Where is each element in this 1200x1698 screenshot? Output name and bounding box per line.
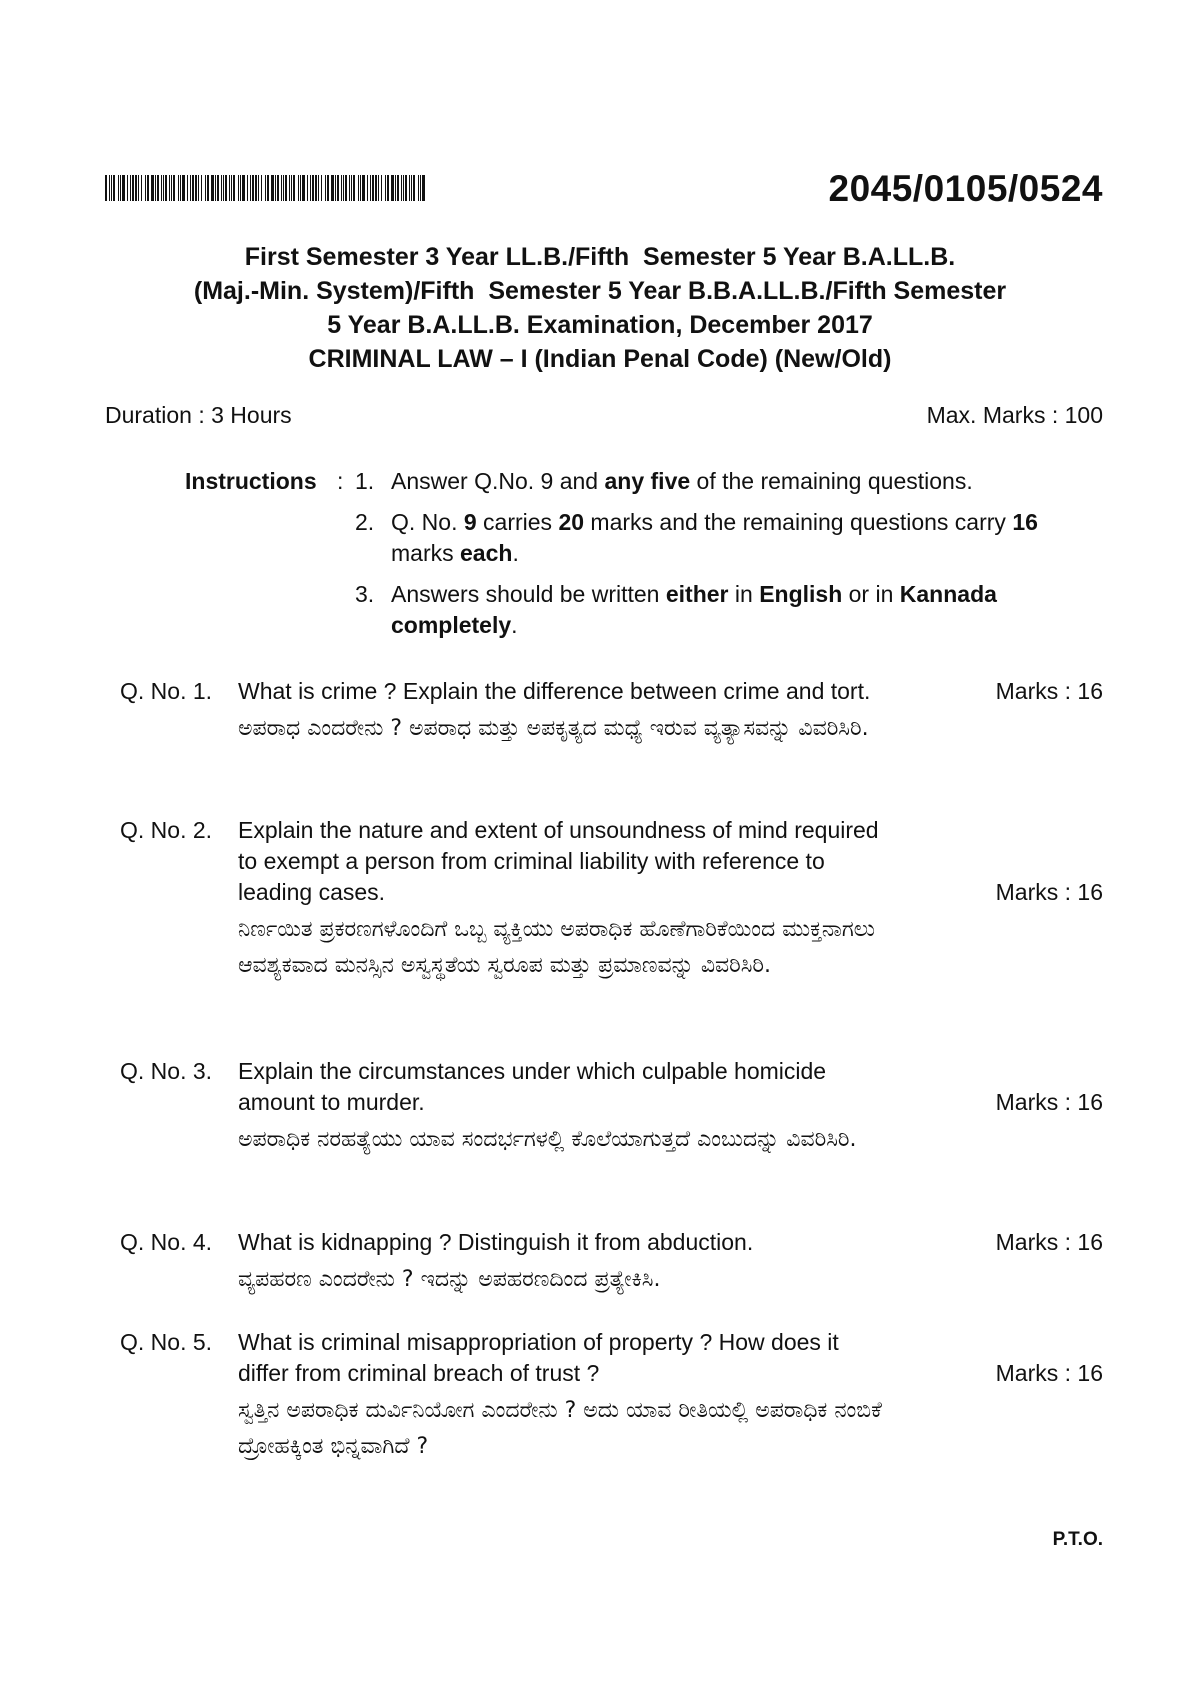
barcode-bar: [341, 175, 342, 201]
barcode-bar: [321, 175, 322, 201]
barcode-bar: [187, 175, 188, 201]
barcode-bar: [335, 175, 336, 201]
paper-code: 2045/0105/0524: [828, 168, 1103, 209]
barcode-bar: [173, 175, 175, 201]
barcode-bar: [307, 175, 308, 201]
title-line-4: CRIMINAL LAW – I (Indian Penal Code) (New/Old): [308, 345, 892, 373]
barcode-bar: [265, 175, 266, 201]
barcode-bar: [381, 175, 382, 201]
barcode-bar: [223, 175, 224, 201]
question-text-kannada: ಅಪರಾಧ ಎಂದರೇನು ? ಅಪರಾಧ ಮತ್ತು ಅಪಕೃತ್ಯದ ಮಧ್ಯೆ ಇರುವ ವ್ಯತ್ಯಾಸವನ್ನು ವಿವರಿಸಿರಿ.: [238, 716, 869, 741]
barcode-bar: [221, 175, 222, 201]
question-marks: Marks : 16: [995, 1229, 1103, 1255]
question-text-english: What is crime ? Explain the difference between crime and tort.: [238, 678, 871, 704]
barcode-bar: [180, 175, 181, 201]
barcode-bar: [312, 175, 314, 201]
barcode-bar: [285, 175, 287, 201]
barcode-bar: [132, 175, 134, 201]
barcode-bar: [211, 175, 214, 201]
barcode-bar: [165, 175, 167, 201]
barcode-bar: [293, 175, 295, 201]
barcode-bar: [387, 175, 389, 201]
question-number: Q. No. 5.: [120, 1329, 213, 1355]
barcode-bar: [207, 175, 209, 201]
question-number: Q. No. 4.: [120, 1229, 213, 1255]
barcode-bar: [120, 175, 121, 201]
page-turn-note: P.T.O.: [1052, 1529, 1103, 1550]
barcode-bar: [238, 175, 239, 201]
barcode-bar: [163, 175, 164, 201]
barcode-bar: [118, 175, 119, 201]
barcode-bar: [318, 175, 319, 201]
barcode-bar: [233, 175, 235, 201]
instructions-label: Instructions: [185, 468, 317, 494]
barcode-bar: [151, 175, 154, 201]
barcode-bar: [353, 175, 355, 201]
instructions-colon: :: [337, 468, 344, 494]
question-text-english: Explain the nature and extent of unsoundness of mind required to exempt a person from criminal liability with reference to leading cases.: [238, 817, 879, 905]
barcode-bar: [345, 175, 347, 201]
barcode-bar: [281, 175, 282, 201]
barcode-bar: [215, 175, 216, 201]
barcode-bar: [420, 175, 421, 201]
title-line-1: First Semester 3 Year LL.B./Fifth Semester 5 Year B.A.LL.B.: [244, 243, 956, 271]
barcode-bar: [252, 175, 254, 201]
barcode-bar: [413, 175, 415, 201]
barcode-bar: [155, 175, 156, 201]
barcode-bar: [267, 175, 269, 201]
barcode-bar: [422, 175, 425, 201]
question-number: Q. No. 2.: [120, 817, 213, 843]
barcode-bar: [122, 175, 125, 201]
barcode-bar: [195, 175, 197, 201]
max-marks: Max. Marks : 100: [926, 402, 1103, 428]
barcode-bar: [258, 175, 259, 201]
barcode-icon: [105, 175, 425, 201]
barcode-bar: [171, 175, 172, 201]
barcode-bar: [325, 175, 326, 201]
barcode-bar: [409, 175, 410, 201]
barcode-bar: [255, 175, 257, 201]
barcode-bar: [109, 175, 110, 201]
barcode-bar: [231, 175, 232, 201]
barcode-bar: [250, 175, 251, 201]
question-marks: Marks : 16: [995, 879, 1103, 905]
barcode-bar: [362, 175, 365, 201]
question-text-english: What is kidnapping ? Distinguish it from abduction.: [238, 1229, 754, 1255]
barcode-bar: [291, 175, 292, 201]
barcode-bar: [190, 175, 191, 201]
question-text-english: Explain the circumstances under which culpable homicide amount to murder.: [238, 1058, 827, 1115]
barcode-bar: [127, 175, 128, 201]
barcode-bar: [277, 175, 279, 201]
barcode-bar: [130, 175, 131, 201]
exam-meta: [105, 402, 1103, 429]
question-number: Q. No. 3.: [120, 1058, 213, 1084]
barcode-bar: [360, 175, 361, 201]
barcode-bar: [105, 175, 107, 201]
barcode-bar: [403, 175, 404, 201]
barcode-bar: [247, 175, 248, 201]
barcode-bar: [242, 175, 245, 201]
question-marks: Marks : 16: [995, 1360, 1103, 1386]
question-marks: Marks : 16: [995, 1089, 1103, 1115]
barcode-bar: [378, 175, 379, 201]
question-text-kannada: ವ್ಯಪಹರಣ ಎಂದರೇನು ? ಇದನ್ನು ಅಪಹರಣದಿಂದ ಪ್ರತ್ಯೇಕಿಸಿ.: [238, 1267, 661, 1292]
barcode-bar: [141, 175, 142, 201]
barcode-bar: [349, 175, 350, 201]
barcode-bar: [343, 175, 344, 201]
barcode-bar: [337, 175, 339, 201]
barcode-bar: [375, 175, 377, 201]
barcode-bar: [401, 175, 402, 201]
title-line-3: 5 Year B.A.LL.B. Examination, December 2017: [327, 311, 873, 339]
barcode-bar: [283, 175, 284, 201]
barcode-bar: [302, 175, 305, 201]
question-text-english: What is criminal misappropriation of property ? How does it differ from criminal breach of trust ?: [238, 1329, 839, 1386]
barcode-bar: [178, 175, 179, 201]
barcode-bar: [161, 175, 162, 201]
barcode-bar: [367, 175, 368, 201]
barcode-bar: [372, 175, 374, 201]
question-text-kannada: ಸ್ವತ್ತಿನ ಅಪರಾಧಿಕ ದುರ್ವಿನಿಯೋಗ ಎಂದರೇನು ? ಅದು ಯಾವ ರೀತಿಯಲ್ಲಿ ಅಪರಾಧಿಕ ನಂಬಿಕೆ ದ್ರೋಹಕ್ಕಿಂತ ಭಿನ್ನವಾಗಿದೆ ?: [238, 1398, 882, 1459]
barcode-bar: [240, 175, 241, 201]
barcode-bar: [182, 175, 185, 201]
barcode-bar: [145, 175, 146, 201]
barcode-bar: [331, 175, 334, 201]
question-text-kannada: ನಿರ್ಣಯಿತ ಪ್ರಕರಣಗಳೊಂದಿಗೆ ಒಬ್ಬ ವ್ಯಕ್ತಿಯು ಅಪರಾಧಿಕ ಹೊಣೆಗಾರಿಕೆಯಿಂದ ಮುಕ್ತನಾಗಲು ಆವಶ್ಯಕವಾದ ಮನಸ್ಸಿನ ಅಸ್ವಸ್ಥತೆಯ ಸ್ವರೂಪ ಮತ್ತು ಪ್ರಮಾಣವನ್ನು ವಿವರಿಸಿರಿ.: [238, 917, 876, 978]
barcode-bar: [138, 175, 139, 201]
barcode-bar: [298, 175, 299, 201]
barcode-bar: [225, 175, 227, 201]
exam-title: [0, 240, 1200, 376]
barcode-bar: [385, 175, 386, 201]
barcode-bar: [271, 175, 274, 201]
barcode-bar: [310, 175, 311, 201]
barcode-bar: [205, 175, 206, 201]
barcode-bar: [411, 175, 412, 201]
barcode-bar: [217, 175, 219, 201]
barcode-bar: [395, 175, 396, 201]
barcode-bar: [201, 175, 202, 201]
barcode-bar: [198, 175, 199, 201]
barcode-bar: [135, 175, 137, 201]
question-number: Q. No. 1.: [120, 678, 213, 704]
barcode-bar: [111, 175, 112, 201]
barcode-bar: [351, 175, 352, 201]
barcode-bar: [192, 175, 194, 201]
barcode-bar: [405, 175, 407, 201]
barcode-bar: [315, 175, 317, 201]
barcode-bar: [147, 175, 149, 201]
barcode-bar: [327, 175, 329, 201]
question-marks: Marks : 16: [995, 678, 1103, 704]
barcode-bar: [358, 175, 359, 201]
title-line-2: (Maj.-Min. System)/Fifth Semester 5 Year B.B.A.LL.B./Fifth Semester: [193, 277, 1007, 305]
barcode-bar: [391, 175, 394, 201]
barcode-bar: [370, 175, 371, 201]
barcode-bar: [169, 175, 170, 201]
barcode-bar: [289, 175, 290, 201]
duration: Duration : 3 Hours: [105, 402, 292, 428]
barcode-bar: [157, 175, 159, 201]
barcode-bar: [300, 175, 301, 201]
barcode-bar: [275, 175, 276, 201]
barcode-bar: [229, 175, 230, 201]
barcode-bar: [397, 175, 399, 201]
barcode-bar: [113, 175, 115, 201]
barcode-bar: [261, 175, 262, 201]
barcode-bar: [418, 175, 419, 201]
question-text-kannada: ಅಪರಾಧಿಕ ನರಹತ್ಯೆಯು ಯಾವ ಸಂದರ್ಭಗಳಲ್ಲಿ ಕೊಲೆಯಾಗುತ್ತದೆ ಎಂಬುದನ್ನು ವಿವರಿಸಿರಿ.: [238, 1127, 857, 1152]
